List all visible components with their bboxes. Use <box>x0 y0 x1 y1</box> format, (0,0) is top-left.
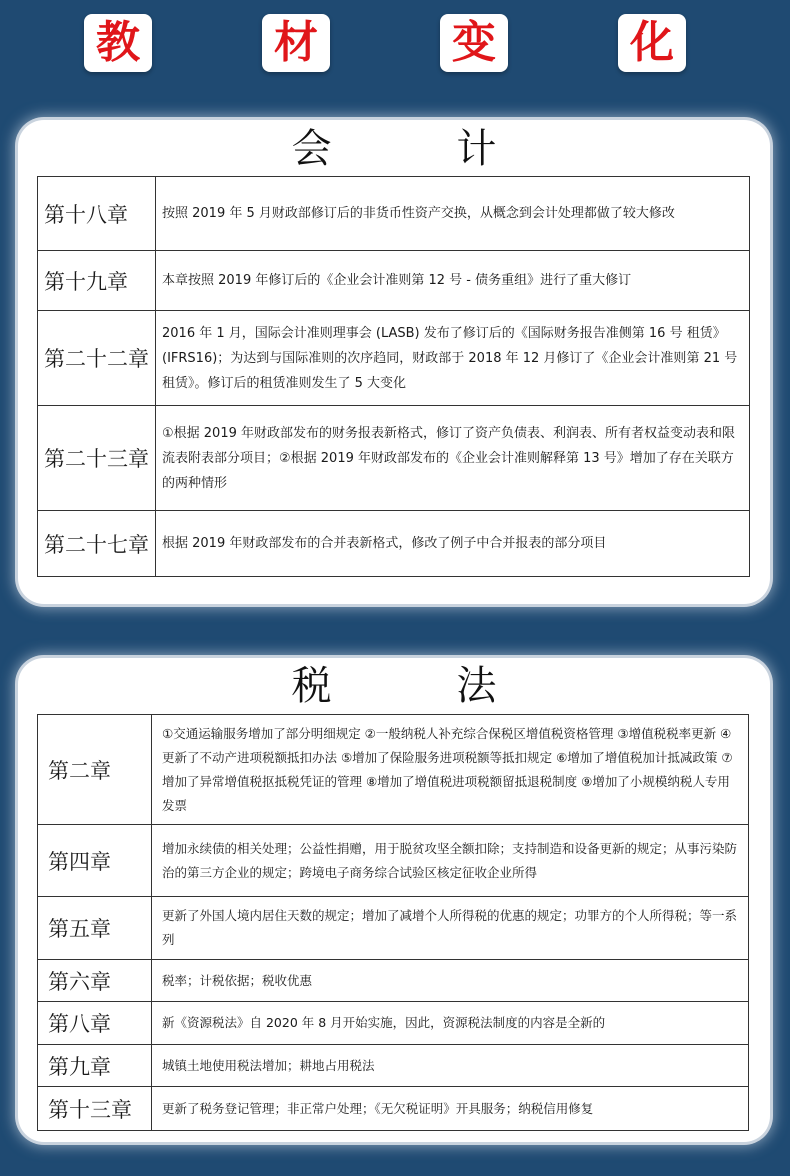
chapter-cell: 第四章 <box>38 825 152 897</box>
table-row <box>38 251 750 311</box>
description-cell: 2016 年 1 月，国际会计准则理事会 (LASB) 发布了修订后的《国际财务报告准侧第 16 号 租赁》(IFRS16)；为达到与国际准则的次序趋同，财政部于 2018 年 12 月修订了《企业会计准则第 21 号 租赁》。修订后的租赁准则发生了 5 大变化 <box>156 311 750 406</box>
table-row <box>38 1045 749 1087</box>
chapter-cell: 第五章 <box>38 897 152 960</box>
tax-panel <box>18 658 770 1142</box>
table-row <box>38 825 749 897</box>
table-row <box>38 897 749 960</box>
accounting-panel <box>18 120 770 604</box>
table-row <box>38 960 749 1002</box>
header-char-2: 材 <box>262 14 330 72</box>
chapter-cell: 第二十三章 <box>38 406 156 511</box>
accounting-title: 会 计 <box>291 126 553 172</box>
description-cell: 更新了外国人境内居住天数的规定；增加了减增个人所得税的优惠的规定；功罪方的个人所得税；等一系列 <box>152 897 749 960</box>
table-row <box>38 406 750 511</box>
description-cell: ①交通运输服务增加了部分明细规定 ②一般纳税人补充综合保税区增值税资格管理 ③增值税税率更新 ④更新了不动产进项税额抵扣办法 ⑤增加了保险服务进项税额等抵扣规定 ⑥增加了增值税加计抵减政策 ⑦增加了异常增值税抠抵税凭证的管理 ⑧增加了增值税进项税额留抵退税制度 ⑨增加了小规模纳税人专用发票 <box>152 715 749 825</box>
table-row <box>38 177 750 251</box>
accounting-table <box>37 176 750 577</box>
chapter-cell: 第十三章 <box>38 1087 152 1131</box>
description-cell: 本章按照 2019 年修订后的《企业会计准则第 12 号 - 债务重组》进行了重大修订 <box>156 251 750 311</box>
description-cell: 税率；计税依据；税收优惠 <box>152 960 749 1002</box>
description-cell: 增加永续债的相关处理；公益性捐赠，用于脱贫攻坚全额扣除；支持制造和设备更新的规定；从事污染防治的第三方企业的规定；跨境电子商务综合试验区核定征收企业所得 <box>152 825 749 897</box>
table-row <box>38 511 750 577</box>
description-cell: 城镇土地使用税法增加；耕地占用税法 <box>152 1045 749 1087</box>
header-title <box>0 14 790 76</box>
description-cell: 更新了税务登记管理；非正常户处理；《无欠税证明》开具服务；纳税信用修复 <box>152 1087 749 1131</box>
chapter-cell: 第十八章 <box>38 177 156 251</box>
description-cell: ①根据 2019 年财政部发布的财务报表新格式，修订了资产负债表、利润表、所有者权益变动表和限流表附表部分项目；②根据 2019 年财政部发布的《企业会计准则解释第 13 号》增加了存在关联方的两种情形 <box>156 406 750 511</box>
chapter-cell: 第六章 <box>38 960 152 1002</box>
description-cell: 按照 2019 年 5 月财政部修订后的非货币性资产交换，从概念到会计处理都做了较大修改 <box>156 177 750 251</box>
chapter-cell: 第八章 <box>38 1002 152 1045</box>
chapter-cell: 第二章 <box>38 715 152 825</box>
tax-table <box>37 714 749 1131</box>
chapter-cell: 第二十二章 <box>38 311 156 406</box>
tax-title: 税 法 <box>291 663 553 709</box>
table-row <box>38 311 750 406</box>
description-cell: 根据 2019 年财政部发布的合并表新格式，修改了例子中合并报表的部分项目 <box>156 511 750 577</box>
table-row <box>38 1087 749 1131</box>
table-row <box>38 715 749 825</box>
header-char-3: 变 <box>440 14 508 72</box>
table-row <box>38 1002 749 1045</box>
chapter-cell: 第二十七章 <box>38 511 156 577</box>
chapter-cell: 第十九章 <box>38 251 156 311</box>
header-char-1: 教 <box>84 14 152 72</box>
description-cell: 新《资源税法》自 2020 年 8 月开始实施，因此，资源税法制度的内容是全新的 <box>152 1002 749 1045</box>
chapter-cell: 第九章 <box>38 1045 152 1087</box>
header-char-4: 化 <box>618 14 686 72</box>
